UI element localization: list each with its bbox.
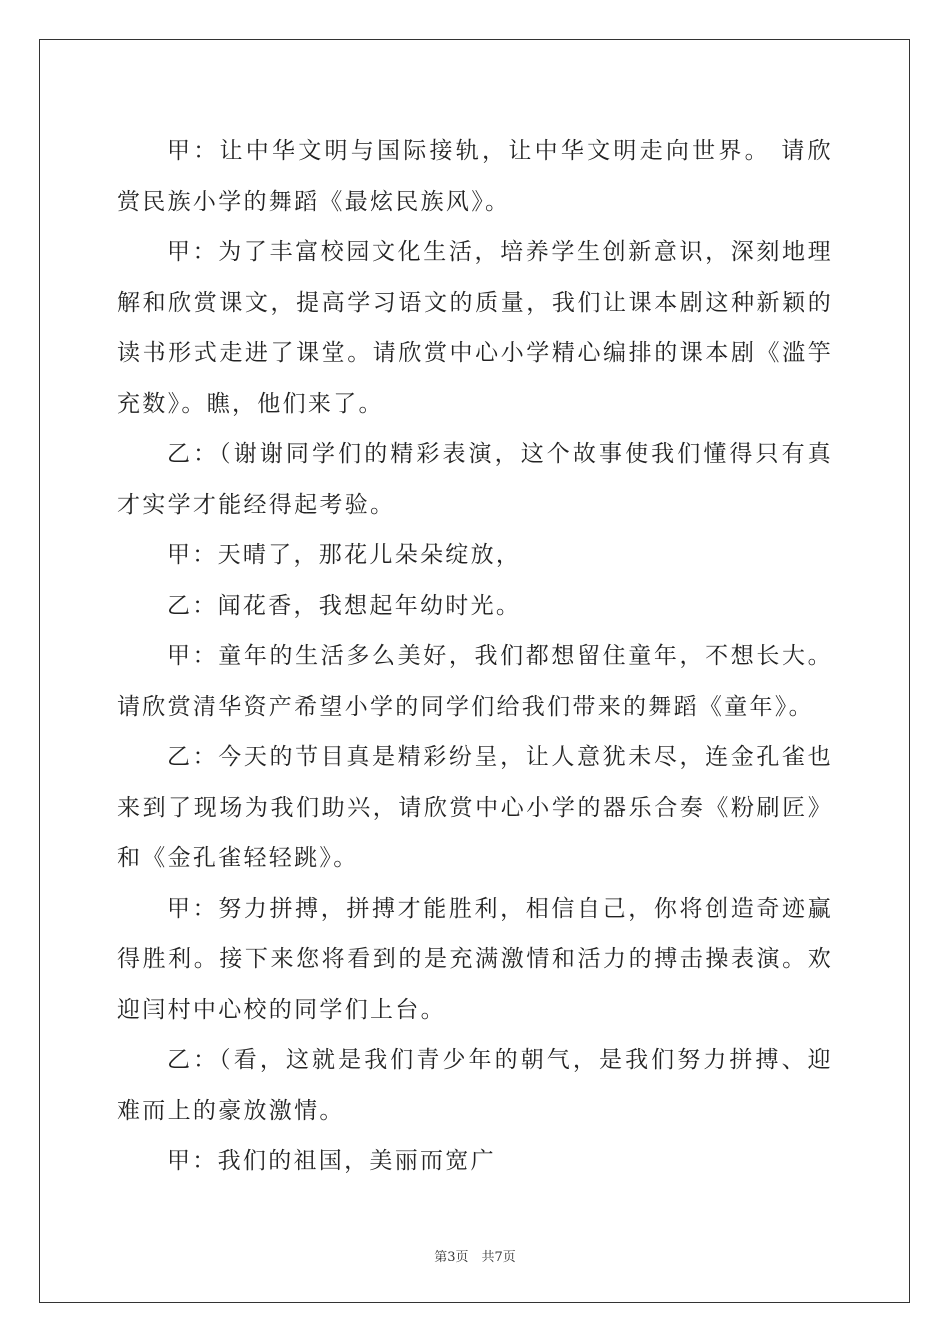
paragraph: 甲：童年的生活多么美好，我们都想留住童年，不想长大。请欣赏清华资产希望小学的同学们给我们带来的舞蹈《童年》。	[117, 643, 833, 720]
paragraph: 乙：闻花香，我想起年幼时光。	[167, 592, 522, 619]
paragraph: 乙：今天的节目真是精彩纷呈，让人意犹未尽，连金孔雀也来到了现场为我们助兴，请欣赏中心小学的器乐合奏《粉刷匠》和《金孔雀轻轻跳》。	[117, 744, 833, 871]
paragraph: 乙：（谢谢同学们的精彩表演，这个故事使我们懂得只有真才实学才能经得起考验。	[117, 441, 833, 518]
page-number-footer: 第3页 共7页	[434, 1250, 516, 1265]
paragraph: 乙：（看，这就是我们青少年的朝气，是我们努力拼搏、迎难而上的豪放激情。	[117, 1047, 833, 1124]
paragraph: 甲：我们的祖国，美丽而宽广	[167, 1148, 496, 1174]
paragraph: 甲：天晴了，那花儿朵朵绽放，	[167, 542, 522, 568]
document-body	[117, 126, 833, 1187]
paragraph: 甲：努力拼搏，拼搏才能胜利，相信自己，你将创造奇迹赢得胜利。接下来您将看到的是充满激情和活力的搏击操表演。欢迎闫村中心校的同学们上台。	[117, 895, 833, 1023]
paragraph: 甲：为了丰富校园文化生活，培养学生创新意识，深刻地理解和欣赏课文，提高学习语文的质量，我们让课本剧这种新颖的读书形式走进了课堂。请欣赏中心小学精心编排的课本剧《滥竽充数》。瞧，他们来了。	[117, 239, 833, 417]
paragraph: 甲：让中华文明与国际接轨，让中华文明走向世界。 请欣赏民族小学的舞蹈《最炫民族风》。	[117, 138, 833, 215]
